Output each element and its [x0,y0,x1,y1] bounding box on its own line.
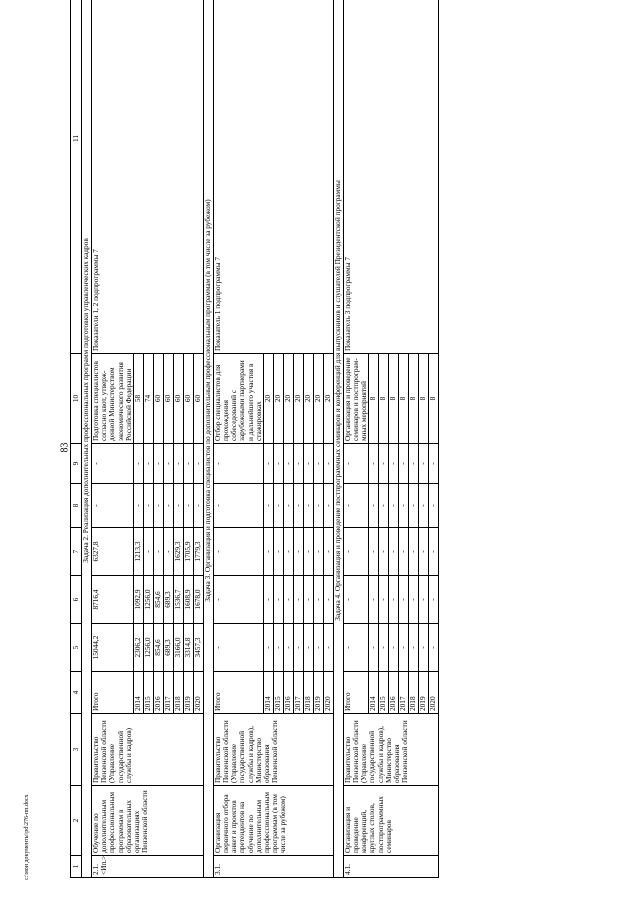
value-cell: - [323,576,333,624]
section-title: Задача 3. Организация и подготовка специалистов по дополнительным профессиональным программам (в том числе за рубежом) [203,0,213,878]
value-cell: - [293,576,303,624]
indicator-text: Организация и проведение семинаров и постпрограм-мных мероприятий [343,354,369,444]
value-cell: - [409,484,419,528]
value-cell: - [213,444,263,484]
value-cell: - [163,484,173,528]
value-cell: - [283,528,293,576]
value-cell: - [273,624,283,672]
indicator-link: Показатели 1, 2 подпрограммы 7 [92,0,204,354]
column-number-row [71,0,82,878]
column-number-cell: 11 [71,0,82,354]
indicator-value: 8 [429,354,439,444]
table-row [213,0,263,878]
value-cell: - [409,576,419,624]
value-cell: - [343,528,369,576]
value-cell: - [273,444,283,484]
value-cell: - [419,484,429,528]
year-cell: Итого [213,672,263,714]
value-cell: - [323,484,333,528]
value-cell: 854,6 [153,624,163,672]
column-number-cell: 3 [71,714,82,786]
year-cell: 2019 [183,672,193,714]
column-number-cell: 2 [71,786,82,856]
value-cell: - [273,484,283,528]
value-cell: - [379,444,389,484]
value-cell: - [419,444,429,484]
year-cell: Итого [92,672,134,714]
section-title: Задача 4. Организация и проведение постпрограммных семинаров и конференций для выпускников и слушателей Президентской программы [333,0,343,878]
section-title-row [82,0,92,878]
value-cell: 15044,2 [92,624,134,672]
year-cell: 2020 [323,672,333,714]
value-cell: - [193,444,203,484]
value-cell: - [399,624,409,672]
year-cell: 2017 [399,672,409,714]
value-cell: 1608,9 [183,576,193,624]
value-cell: - [429,484,439,528]
value-cell: - [273,576,283,624]
value-cell: - [379,484,389,528]
indicator-value: 20 [303,354,313,444]
value-cell: - [213,576,263,624]
value-cell: 689,3 [163,576,173,624]
row-number: 2.1. <Ип.> [92,856,204,878]
value-cell: - [419,576,429,624]
value-cell: - [303,484,313,528]
year-cell: 2014 [133,672,143,714]
value-cell: - [213,484,263,528]
value-cell: - [369,484,379,528]
section-title: Задача 2. Реализация дополнительных профессиональных программ подготовки управленческих кадров [82,0,92,878]
year-cell: 2014 [263,672,273,714]
value-cell: - [183,444,193,484]
value-cell: - [163,528,173,576]
value-cell: 854,6 [153,576,163,624]
value-cell: 3314,8 [183,624,193,672]
value-cell: - [369,576,379,624]
value-cell: - [303,624,313,672]
value-cell: 1213,3 [133,528,143,576]
year-cell: 2019 [313,672,323,714]
value-cell: - [213,528,263,576]
indicator-value: 8 [409,354,419,444]
value-cell: - [263,624,273,672]
column-number-cell: 7 [71,528,82,576]
footer-file-path: c:\мои документы\рd\276-пп.docx [24,794,30,880]
value-cell: - [143,444,153,484]
indicator-value: 74 [143,354,153,444]
value-cell: - [429,576,439,624]
executor: Правительство Пензенской области (Управление государственной службы и кадров), Министерство образования Пензенской области [213,714,333,786]
indicator-value: 20 [293,354,303,444]
value-cell: 1256,0 [143,624,153,672]
year-cell: 2017 [163,672,173,714]
value-cell: - [369,624,379,672]
year-cell: 2015 [143,672,153,714]
column-number-cell: 6 [71,576,82,624]
value-cell: 2306,2 [133,624,143,672]
value-cell: - [283,444,293,484]
value-cell: - [313,528,323,576]
value-cell: - [419,528,429,576]
value-cell: - [323,624,333,672]
indicator-value: 20 [263,354,273,444]
indicator-value: 60 [183,354,193,444]
value-cell: 8716,4 [92,576,134,624]
value-cell: - [283,576,293,624]
value-cell: - [429,528,439,576]
year-cell: 2015 [273,672,283,714]
indicator-value: 8 [379,354,389,444]
value-cell: - [263,484,273,528]
value-cell: - [293,528,303,576]
year-cell: 2018 [173,672,183,714]
value-cell: - [153,484,163,528]
value-cell: - [283,484,293,528]
column-number-cell: 10 [71,354,82,444]
value-cell: 6327,8 [92,528,134,576]
value-cell: - [389,444,399,484]
value-cell: 1536,7 [173,576,183,624]
year-cell: 2016 [389,672,399,714]
value-cell: - [303,528,313,576]
value-cell: - [343,484,369,528]
value-cell: 689,3 [163,624,173,672]
indicator-value: 20 [283,354,293,444]
value-cell: - [173,444,183,484]
year-cell: 2018 [409,672,419,714]
column-number-cell: 4 [71,672,82,714]
value-cell: - [399,528,409,576]
landscape-table-sheet [70,24,616,878]
value-cell: 1629,3 [173,528,183,576]
value-cell: - [143,528,153,576]
value-cell: - [323,444,333,484]
indicator-value: 8 [369,354,379,444]
value-cell: - [133,484,143,528]
value-cell: - [369,528,379,576]
indicator-value: 58 [133,354,143,444]
value-cell: - [409,444,419,484]
value-cell: - [173,484,183,528]
value-cell: - [293,484,303,528]
value-cell: - [153,444,163,484]
row-number: 4.1. [343,856,439,878]
value-cell: - [213,624,263,672]
executor: Правительство Пензенской области (Управление государственной службы и кадров) [92,714,204,786]
value-cell: - [153,528,163,576]
value-cell: 1705,9 [183,528,193,576]
year-cell: 2014 [369,672,379,714]
column-number-cell: 1 [71,856,82,878]
value-cell: - [273,528,283,576]
value-cell: - [343,576,369,624]
value-cell: - [399,444,409,484]
value-cell: 1256,0 [143,576,153,624]
table-row [92,0,134,878]
page-number: 83 [59,442,71,453]
value-cell: - [399,576,409,624]
indicator-link: Показатель 1 подпрограммы 7 [213,0,333,354]
activity-name: Организация и проведение конференций, круглых столов, постпрограммных семинаров [343,786,439,856]
year-cell: 2019 [419,672,429,714]
value-cell: 1092,9 [133,576,143,624]
table-body [82,0,439,878]
value-cell: - [343,624,369,672]
indicator-value: 60 [193,354,203,444]
year-cell: 2016 [283,672,293,714]
column-number-cell: 9 [71,444,82,484]
value-cell: - [303,444,313,484]
value-cell: - [313,576,323,624]
column-number-cell: 8 [71,484,82,528]
value-cell: - [313,624,323,672]
value-cell: - [163,444,173,484]
value-cell: - [323,528,333,576]
value-cell: - [133,444,143,484]
value-cell: - [379,576,389,624]
value-cell: - [92,484,134,528]
section-title-row [333,0,343,878]
value-cell: - [379,624,389,672]
value-cell: - [343,444,369,484]
year-cell: 2015 [379,672,389,714]
indicator-value: 60 [173,354,183,444]
value-cell: - [389,484,399,528]
value-cell: - [193,484,203,528]
value-cell: - [143,484,153,528]
value-cell: - [283,624,293,672]
value-cell: 1678,0 [193,576,203,624]
year-cell: 2020 [429,672,439,714]
value-cell: 3457,3 [193,624,203,672]
activity-name: Обучение по дополнительным профессиональным программам в образовательных организациях Пензенской области [92,786,204,856]
value-cell: 3166,0 [173,624,183,672]
executor: Правительство Пензенской области (Управление государственной службы и кадров), Министерство образования Пензенской области [343,714,439,786]
value-cell: - [293,444,303,484]
indicator-value: 8 [399,354,409,444]
indicator-value: 60 [153,354,163,444]
value-cell: - [293,624,303,672]
year-cell: 2018 [303,672,313,714]
year-cell: 2020 [193,672,203,714]
indicator-text: Подготовка специалистов согласно квот, утверж-денной Министерством экономического развития Российской Федерации [92,354,134,444]
row-number: 3.1. [213,856,333,878]
year-cell: Итого [343,672,369,714]
year-cell: 2016 [153,672,163,714]
indicator-link: Показатель 3 подпрограммы 7 [343,0,439,354]
value-cell: - [263,576,273,624]
program-table [70,0,439,878]
indicator-text: Отбор специалистов для прохождения собеседований с зарубежными партнерами и дальнейшего участия в стажировках [213,354,263,444]
value-cell: - [399,484,409,528]
indicator-value: 8 [389,354,399,444]
value-cell: - [379,528,389,576]
indicator-value: 20 [323,354,333,444]
value-cell: - [303,576,313,624]
value-cell: - [429,624,439,672]
value-cell: - [183,484,193,528]
value-cell: - [409,624,419,672]
indicator-value: 20 [273,354,283,444]
value-cell: - [389,576,399,624]
value-cell: - [429,444,439,484]
value-cell: - [313,484,323,528]
value-cell: - [263,444,273,484]
year-cell: 2017 [293,672,303,714]
value-cell: - [92,444,134,484]
indicator-value: 8 [419,354,429,444]
value-cell: - [313,444,323,484]
value-cell: - [389,624,399,672]
value-cell: - [263,528,273,576]
value-cell: - [369,444,379,484]
table-row [343,0,369,878]
column-number-cell: 5 [71,624,82,672]
value-cell: - [409,528,419,576]
activity-name: Организация первичного отбора анкет и проектов претендентов на обучение по дополнительным профессиональным программам (в том числе за рубежом) [213,786,333,856]
value-cell: 1779,3 [193,528,203,576]
section-title-row [203,0,213,878]
value-cell: - [419,624,429,672]
indicator-value: 60 [163,354,173,444]
indicator-value: 20 [313,354,323,444]
value-cell: - [389,528,399,576]
